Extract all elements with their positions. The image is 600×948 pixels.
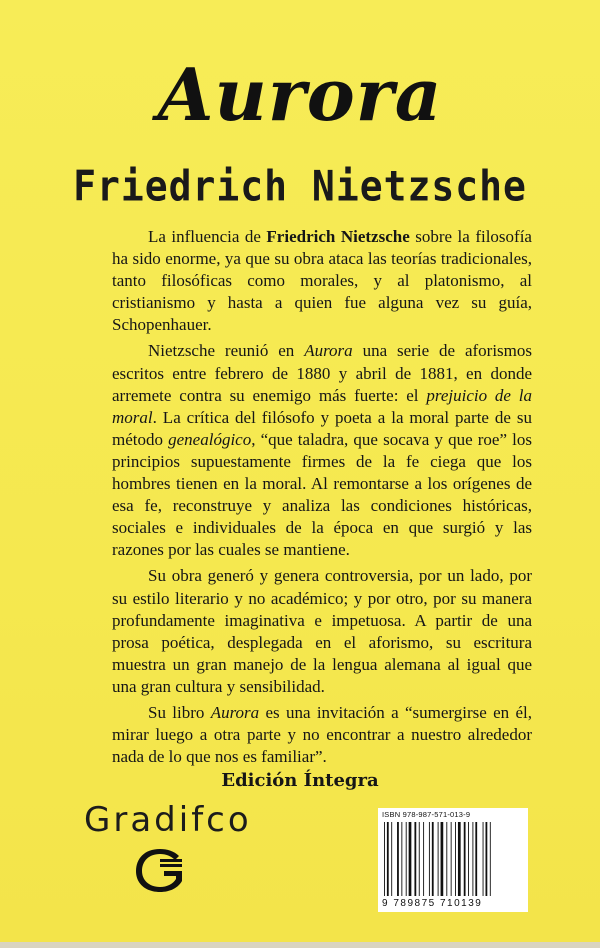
word-italic: genealógico <box>168 429 252 449</box>
barcode-bar <box>451 822 452 896</box>
text-run: La influencia de <box>148 227 267 246</box>
barcode-bar <box>483 822 484 896</box>
barcode-bar <box>419 822 420 896</box>
description-paragraph-1 <box>112 226 532 336</box>
book-title: Aurora <box>157 52 443 137</box>
barcode-bar <box>490 822 491 896</box>
barcode-bar <box>455 822 456 896</box>
title-italic: Aurora <box>210 702 260 722</box>
barcode-bar <box>438 822 439 896</box>
barcode-bar <box>391 822 392 896</box>
barcode-bar <box>472 822 473 896</box>
text-run: sobre la filosofía ha sido enorme, ya que su obra ataca las teorías tradicionales, tanto filosóficas como morales, y al platonismo, al cristianismo y hasta a quien fue alguna vez su guía, Schopenhauer. <box>112 227 532 335</box>
barcode-bar <box>458 822 461 896</box>
barcode-bar <box>464 822 466 896</box>
text-run: Su libro <box>148 702 211 722</box>
barcode-bar <box>432 822 434 896</box>
page-edge <box>0 942 600 948</box>
barcode-graphic <box>382 822 524 896</box>
isbn-text: ISBN 978-987-571-013-9 <box>382 810 471 819</box>
barcode-bar <box>475 822 477 896</box>
text-run: es una invitación a “sumergirse en él, mirar luego a otra parte y no encontrar a nuestro alrededor nada de lo que nos es familiar”. <box>112 702 532 767</box>
barcode-bar <box>446 822 447 896</box>
edition-label: Edición Íntegra <box>221 770 379 791</box>
barcode-bar <box>441 822 444 896</box>
author-name-bold: Friedrich Nietzsche <box>266 227 410 246</box>
description-paragraph-3: Su obra generó y genera controversia, por un lado, por su estilo literario y no académico; y por otro, por su manera profundamente imaginativa e impetuosa. A partir de una prosa poética, desplegada en el aforismo, su escritura muestra un gran manejo de la lengua alemana al igual que una gran cultura y sensibilidad. <box>112 566 532 696</box>
barcode-digits: 9 789875 710139 <box>382 898 483 909</box>
description-paragraph-4 <box>112 702 532 768</box>
description-text <box>112 226 532 772</box>
barcode-bar <box>423 822 424 896</box>
barcode-bar <box>414 822 416 896</box>
text-run: una serie de aforismos escritos entre febrero de 1880 y abril de 1881, en donde arremete contra su enemigo más fuerte: el <box>112 341 532 405</box>
text-run: , “que taladra, que socava y que roe” los principios supuestamente firmes de la fe ciega que los hombres tienen en la moral. Al remontarse a los orígenes de esa fe, reconstruye y analiza las condiciones históricas, sociales e individuales de la época en que surgió y las razones por las cuales se mantiene. <box>112 429 532 560</box>
barcode-bar <box>486 822 488 896</box>
barcode-bar <box>468 822 469 896</box>
text-run: . La crítica del filósofo y poeta a la moral parte de su método <box>112 407 532 449</box>
title-italic: Aurora <box>304 341 353 361</box>
barcode-bar <box>429 822 430 896</box>
barcode-bar <box>397 822 399 896</box>
publisher-logo-icon <box>130 845 190 895</box>
barcode-bar <box>384 822 385 896</box>
publisher-name: Gradifco <box>84 800 252 840</box>
description-paragraph-2 <box>112 340 532 561</box>
book-author: Friedrich Nietzsche <box>73 161 527 211</box>
barcode-bar <box>387 822 389 896</box>
barcode-bar <box>409 822 412 896</box>
barcode-bar <box>401 822 402 896</box>
phrase-italic: prejuicio de la moral <box>112 385 532 427</box>
barcode-label <box>378 808 528 912</box>
text-run: Nietzsche reunió en <box>148 341 305 361</box>
barcode-bar <box>406 822 407 896</box>
